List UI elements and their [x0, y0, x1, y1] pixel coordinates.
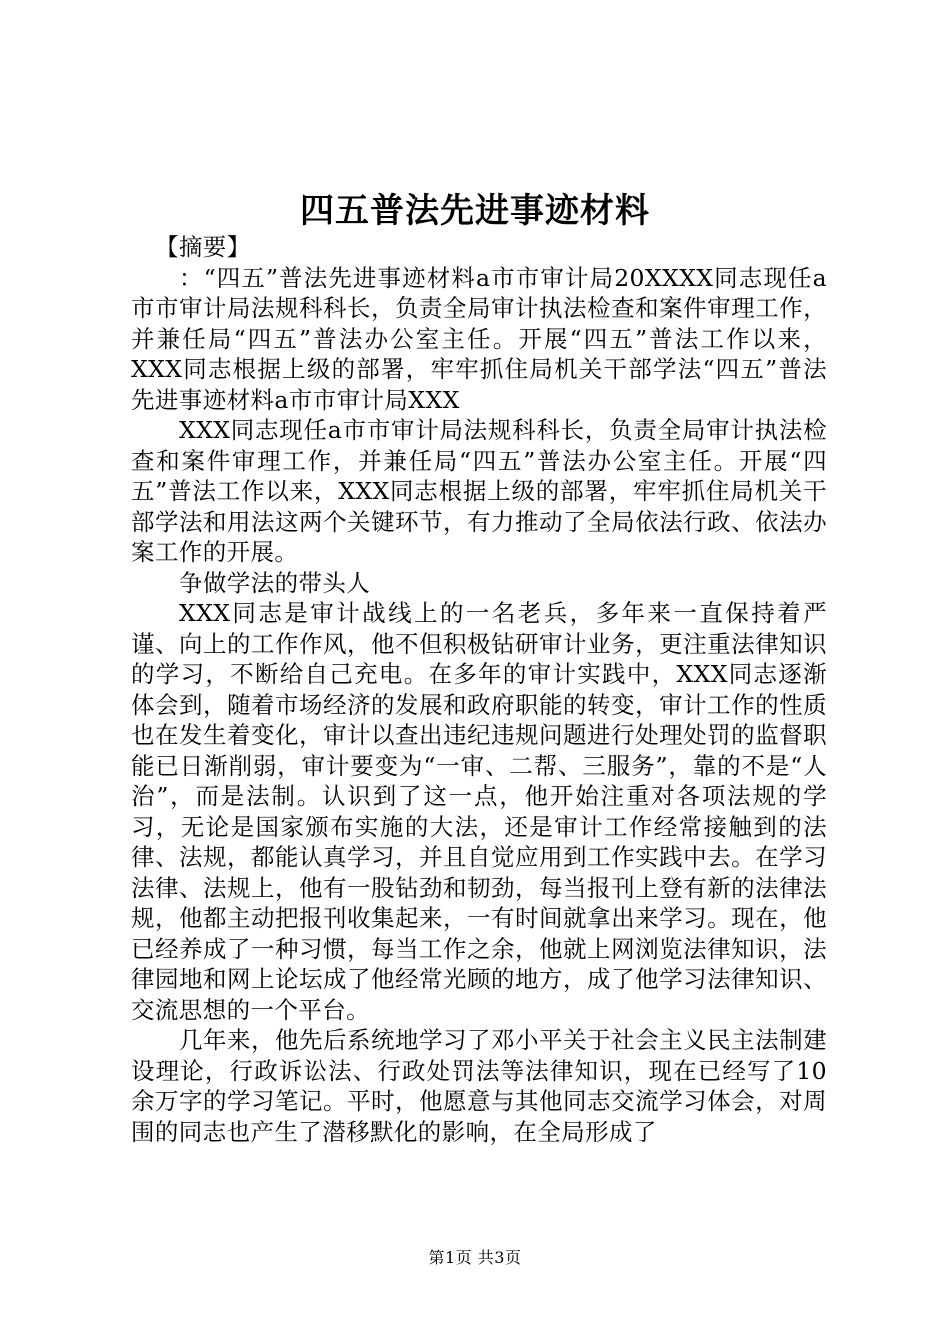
- document-body: [131, 232, 827, 1147]
- body-paragraph: XXX同志是审计战线上的一名老兵，多年来一直保持着严谨、向上的工作作风，他不但积极钻研审计业务，更注重法律知识的学习，不断给自己充电。在多年的审计实践中，XXX同志逐渐体会到，随着市场经济的发展和政府职能的转变，审计工作的性质也在发生着变化，审计以查出违纪违规问题进行处理处罚的监督职能已日渐削弱，审计要变为“一审、二帮、三服务”，靠的不是“人治”，而是法制。认识到了这一点，他开始注重对各项法规的学习，无论是国家颁布实施的大法，还是审计工作经常接触到的法律、法规，都能认真学习，并且自觉应用到工作实践中去。在学习法律、法规上，他有一股钻劲和韧劲，每当报刊上登有新的法律法规，他都主动把报刊收集起来，一有时间就拿出来学习。现在，他已经养成了一种习惯，每当工作之余，他就上网浏览法律知识，法律园地和网上论坛成了他经常光顾的地方，成了他学习法律知识、交流思想的一个平台。: [131, 599, 827, 1024]
- abstract-label: 【摘要】: [155, 233, 251, 261]
- section-heading: 争做学法的带头人: [179, 568, 371, 597]
- document-title: 四五普法先进事迹材料: [300, 191, 650, 231]
- body-paragraph: 几年来，他先后系统地学习了邓小平关于社会主义民主法制建设理论，行政诉讼法、行政处罚法等法律知识，现在已经写了10余万字的学习笔记。平时，他愿意与其他同志交流学习体会，对周围的同志也产生了潜移默化的影响，在全局形成了: [131, 1026, 827, 1146]
- abstract-paragraph: ：“四五”普法先进事迹材料a市市审计局20XXXX同志现任a市市审计局法规科科长，负责全局审计执法检查和案件审理工作，并兼任局“四五”普法办公室主任。开展“四五”普法工作以来，XXX同志根据上级的部署，牢牢抓住局机关干部学法“四五”普法先进事迹材料a市市审计局XXX: [131, 263, 827, 414]
- page-footer: 第1页 共3页: [428, 1248, 522, 1267]
- body-paragraph: XXX同志现任a市市审计局法规科科长，负责全局审计执法检查和案件审理工作，并兼任局“四五”普法办公室主任。开展“四五”普法工作以来，XXX同志根据上级的部署，牢牢抓住局机关干部学法和用法这两个关键环节，有力推动了全局依法行政、依法办案工作的开展。: [131, 416, 827, 566]
